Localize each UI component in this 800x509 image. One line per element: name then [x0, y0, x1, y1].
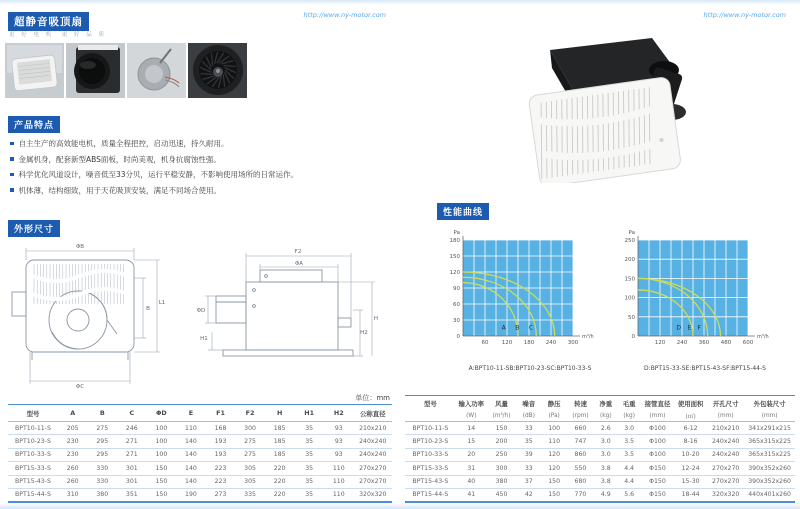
page-title: 超静音吸顶扇 — [8, 12, 89, 31]
table-cell: 380 — [96, 491, 109, 499]
column-header: 转速 — [574, 399, 587, 408]
axis-tick-label: 240 — [676, 340, 688, 346]
bullet-square-icon — [10, 173, 14, 177]
chart-legend-bpt10 — [465, 355, 595, 374]
feature-text: 金属机身，配套新型ABS面板，时尚美观，机身抗腐蚀性强。 — [18, 154, 221, 164]
table-cell: 305 — [244, 464, 256, 472]
table-cell: 140 — [185, 451, 197, 459]
table-cell: 35 — [524, 438, 533, 446]
table-cell: 110 — [548, 438, 561, 446]
table-cell: Φ100 — [649, 451, 666, 459]
table-cell: 35 — [305, 438, 314, 446]
performance-section-header: 性能曲线 — [437, 203, 489, 220]
dimension-table — [8, 404, 392, 503]
table-cell: 210x210 — [359, 424, 387, 432]
table-cell: Φ150 — [649, 491, 666, 499]
legend-entry: B:BPT10-23-S — [509, 365, 551, 372]
table-cell: 747 — [574, 438, 587, 446]
table-cell: 193 — [214, 438, 227, 446]
axis-tick-label: 120 — [654, 340, 666, 346]
table-cell: 8-16 — [683, 438, 698, 446]
table-cell: 3.5 — [624, 451, 635, 459]
table-cell: BPT15-44-S — [412, 491, 449, 499]
table-cell: 150 — [155, 491, 168, 499]
axis-tick-label: 180 — [523, 340, 535, 346]
column-unit: (kg) — [600, 412, 612, 419]
table-cell: 305 — [244, 478, 256, 486]
table-cell: BPT15-33-S — [412, 464, 449, 472]
table-cell: 12-24 — [681, 464, 700, 472]
table-cell: 150 — [548, 491, 561, 499]
column-header: 型号 — [26, 409, 40, 418]
table-cell: 860 — [574, 451, 587, 459]
table-cell: 193 — [214, 451, 227, 459]
curve-label: D — [676, 324, 682, 332]
table-row — [8, 488, 392, 501]
table-cell: BPT15-43-S — [15, 478, 51, 486]
axis-tick-label: 250 — [624, 238, 635, 244]
feature-item — [10, 154, 392, 165]
table-cell: 33 — [524, 424, 533, 432]
table-cell: 15 — [467, 438, 476, 446]
column-header: B — [99, 409, 105, 417]
axis-tick-label: 200 — [624, 257, 635, 264]
column-unit: (㎡) — [685, 414, 696, 421]
table-cell: 660 — [574, 424, 587, 432]
dimension-label: B — [146, 306, 150, 312]
table-cell: 185 — [273, 424, 286, 432]
axis-tick-label: 300 — [567, 340, 579, 346]
table-cell: 185 — [273, 451, 286, 459]
column-header: 净重 — [599, 399, 613, 408]
impeller-photo — [188, 43, 247, 98]
table-cell: BPT15-44-S — [15, 491, 51, 499]
motor-photo — [127, 43, 186, 98]
table-cell: 275 — [244, 438, 256, 446]
website-url[interactable]: http://www.ny-motor.com — [303, 11, 386, 19]
column-header: 风量 — [495, 399, 508, 408]
table-cell: 260 — [66, 464, 79, 472]
axis-tick-label: 0 — [456, 334, 460, 340]
column-unit: (dB) — [522, 412, 535, 419]
legend-entry: F:BPT15-44-S — [726, 365, 766, 372]
table-cell: 246 — [125, 424, 138, 432]
axis-tick-label: 120 — [501, 340, 513, 346]
table-cell: 10-20 — [681, 451, 700, 459]
table-cell: 150 — [155, 478, 168, 486]
table-cell: 93 — [334, 451, 343, 459]
table-cell: 3.8 — [600, 478, 611, 486]
table-cell: 273 — [214, 491, 227, 499]
table-cell: BPT10-11-S — [15, 424, 51, 432]
column-unit: (kg) — [623, 412, 635, 419]
table-cell: 3.0 — [624, 424, 635, 432]
table-cell: 220 — [273, 491, 286, 499]
table-cell: 390x352x260 — [748, 464, 791, 472]
table-cell: 42 — [524, 491, 533, 499]
column-header: F2 — [245, 409, 255, 417]
table-cell: 93 — [334, 438, 343, 446]
table-cell: 300 — [495, 464, 508, 472]
features-list — [10, 138, 392, 200]
column-header: E — [188, 409, 194, 417]
table-row — [405, 448, 795, 461]
axis-tick-label: 50 — [628, 314, 635, 321]
table-cell: 185 — [273, 438, 286, 446]
curve-label: F — [697, 324, 701, 332]
column-header: 静压 — [547, 399, 561, 408]
column-header: A — [70, 409, 76, 417]
table-cell: 18-44 — [681, 491, 700, 499]
table-cell: 150 — [155, 464, 168, 472]
table-cell: 770 — [574, 491, 587, 499]
table-cell: 240x240 — [359, 451, 387, 459]
legend-entry: A:BPT10-11-S — [468, 365, 510, 372]
table-cell: 680 — [574, 478, 587, 486]
table-cell: 223 — [214, 464, 227, 472]
table-cell: 15-30 — [681, 478, 700, 486]
table-cell: Φ150 — [649, 478, 666, 486]
table-cell: 365x315x225 — [748, 451, 791, 459]
table-cell: 230 — [66, 438, 79, 446]
table-cell: BPT10-33-S — [15, 451, 51, 459]
features-section-header: 产品特点 — [8, 116, 60, 133]
table-cell: 301 — [125, 464, 138, 472]
column-unit: (mm) — [761, 412, 778, 419]
table-cell: Φ100 — [649, 424, 666, 432]
axis-tick-label: 150 — [624, 276, 635, 283]
table-cell: 190 — [185, 491, 197, 499]
curve-label: A — [501, 324, 506, 332]
dimension-label: H2 — [360, 330, 368, 336]
table-cell: 210x210 — [712, 424, 740, 432]
table-cell: 5.6 — [624, 491, 635, 499]
column-header: ΦD — [156, 409, 167, 417]
column-unit: (rpm) — [572, 412, 589, 419]
table-cell: 35 — [305, 464, 314, 472]
feature-item — [10, 138, 392, 149]
table-cell: 3.0 — [600, 451, 611, 459]
table-cell: 100 — [155, 424, 168, 432]
feature-text: 机体薄，结构细致，用于天花吸顶安装，满足不同场合使用。 — [18, 185, 221, 195]
column-header: 型号 — [423, 399, 437, 408]
table-cell: 310 — [66, 491, 79, 499]
table-cell: 110 — [332, 491, 345, 499]
table-row — [8, 435, 392, 448]
feature-text: 自主生产的高效能电机，质量全程把控，启动迅速，持久耐用。 — [18, 139, 229, 148]
table-row — [405, 435, 795, 448]
axis-tick-label: 60 — [481, 340, 489, 346]
table-cell: 93 — [334, 424, 343, 432]
column-header: 使用面积 — [677, 399, 704, 408]
table-cell: 440x401x260 — [748, 491, 791, 499]
x-axis-unit-label: m³/h — [582, 334, 594, 340]
table-cell: 270x270 — [359, 464, 387, 472]
table-cell: 351 — [125, 491, 138, 499]
axis-tick-label: 30 — [453, 318, 460, 324]
dimension-label: L1 — [158, 300, 166, 306]
table-cell: 37 — [524, 478, 533, 486]
panel-grille-photo — [5, 43, 64, 98]
axis-tick-label: 90 — [453, 286, 460, 292]
table-cell: 110 — [185, 424, 197, 432]
table-cell: 4.4 — [624, 464, 635, 472]
table-cell: 223 — [214, 478, 227, 486]
axis-tick-label: 150 — [449, 254, 460, 260]
table-cell: 380 — [495, 478, 508, 486]
feature-text: 科学优化风道设计，噪音低至33分贝，运行平稳安静，不影响使用场所的日常运作。 — [18, 170, 299, 179]
table-cell: 140 — [185, 478, 197, 486]
table-row — [8, 422, 392, 435]
unit-note: 单位：mm — [355, 394, 390, 402]
table-cell: 150 — [548, 478, 561, 486]
dimension-drawing — [8, 240, 392, 390]
table-cell: 250 — [495, 451, 508, 459]
table-cell: BPT10-23-S — [412, 438, 449, 446]
table-cell: 14 — [467, 424, 476, 432]
chart-legend-bpt15 — [640, 355, 770, 374]
table-cell: BPT15-33-S — [15, 464, 51, 472]
column-unit: (mm) — [649, 412, 666, 419]
table-cell: 4.4 — [624, 478, 635, 486]
table-cell: 240x240 — [359, 438, 387, 446]
column-header: H2 — [333, 409, 344, 417]
table-cell: 35 — [305, 491, 314, 499]
table-cell: 295 — [96, 438, 109, 446]
bullet-square-icon — [10, 142, 14, 146]
product-thumbnails — [5, 43, 247, 98]
table-cell: 271 — [125, 438, 138, 446]
table-cell: BPT15-43-S — [412, 478, 449, 486]
table-cell: 120 — [548, 451, 561, 459]
column-header: H1 — [304, 409, 315, 417]
feature-item — [10, 185, 392, 196]
x-axis-unit-label: m³/h — [757, 334, 769, 340]
table-cell: 270x270 — [359, 478, 387, 486]
table-cell: BPT10-23-S — [15, 438, 51, 446]
column-unit: (mm) — [717, 412, 734, 419]
axis-tick-label: 120 — [449, 270, 460, 276]
table-cell: 270x270 — [712, 464, 740, 472]
y-axis-unit-label: Pa — [453, 230, 460, 236]
ceiling-fan-product-photo — [512, 28, 697, 183]
fan-housing-photo — [66, 43, 125, 98]
axis-tick-label: 240 — [545, 340, 557, 346]
column-unit: (W) — [466, 412, 477, 419]
table-cell: 240x240 — [712, 451, 740, 459]
table-row — [8, 475, 392, 488]
table-cell: 220 — [273, 464, 286, 472]
table-cell: 330 — [96, 464, 109, 472]
table-cell: 320x320 — [712, 491, 740, 499]
table-cell: 110 — [332, 464, 345, 472]
table-cell: 20 — [467, 451, 476, 459]
table-cell: 301 — [125, 478, 138, 486]
column-header: 开孔尺寸 — [712, 399, 739, 408]
table-cell: 300 — [244, 424, 256, 432]
table-cell: 550 — [574, 464, 587, 472]
column-header: 外包装尺寸 — [753, 399, 786, 408]
curve-label: B — [515, 324, 520, 332]
dimension-label: H1 — [200, 336, 208, 342]
dimension-label: F2 — [294, 249, 302, 255]
table-cell: 120 — [548, 464, 561, 472]
table-cell: 35 — [305, 451, 314, 459]
curve-label: E — [687, 324, 692, 332]
specification-table — [405, 395, 795, 503]
website-url[interactable]: http://www.ny-motor.com — [703, 11, 786, 19]
table-row — [405, 488, 795, 501]
table-cell: 260 — [66, 478, 79, 486]
right-page — [400, 0, 800, 509]
table-cell: 240x240 — [712, 438, 740, 446]
y-axis-unit-label: Pa — [628, 230, 635, 236]
curve-label: C — [528, 324, 533, 332]
table-cell: Φ150 — [649, 464, 666, 472]
column-header: 噪音 — [522, 399, 536, 408]
performance-chart-bpt10 — [433, 228, 609, 358]
legend-block — [644, 365, 766, 374]
table-cell: 140 — [185, 464, 197, 472]
dimensions-section-header: 外形尺寸 — [8, 220, 60, 237]
table-cell: 35 — [305, 424, 314, 432]
bullet-square-icon — [10, 157, 14, 161]
table-cell: 330 — [96, 478, 109, 486]
column-header: 接管直径 — [644, 399, 671, 408]
table-cell: 110 — [332, 478, 345, 486]
dimension-label: ΦB — [75, 244, 85, 250]
table-cell: BPT10-33-S — [412, 451, 449, 459]
axis-tick-label: 180 — [449, 238, 460, 244]
dimension-label: H — [373, 316, 379, 322]
brand-slogan: 更 好 电 机 更 好 品 质 — [9, 32, 107, 38]
table-cell: 275 — [96, 424, 109, 432]
table-cell: 450 — [495, 491, 508, 499]
table-row — [8, 462, 392, 475]
axis-tick-label: 100 — [624, 295, 635, 302]
feature-item — [10, 169, 392, 180]
table-cell: 230 — [66, 451, 79, 459]
performance-chart-bpt15 — [608, 228, 784, 358]
column-header: 公称直径 — [359, 409, 386, 418]
bullet-square-icon — [10, 188, 14, 192]
legend-entry: E:BPT15-43-S — [685, 365, 727, 372]
table-cell: 3.0 — [600, 438, 611, 446]
axis-tick-label: 480 — [720, 340, 732, 346]
table-cell: 220 — [273, 478, 286, 486]
table-row — [405, 462, 795, 475]
table-cell: 200 — [495, 438, 508, 446]
axis-tick-label: 600 — [742, 340, 754, 346]
table-cell: 3.5 — [624, 438, 635, 446]
table-cell: 335 — [244, 491, 256, 499]
column-header: C — [129, 409, 135, 417]
table-cell: 100 — [155, 438, 168, 446]
table-cell: 320x320 — [359, 491, 387, 499]
table-cell: 100 — [155, 451, 168, 459]
table-cell: 168 — [214, 424, 227, 432]
dimension-label: ΦD — [196, 308, 206, 314]
axis-tick-label: 0 — [631, 334, 635, 340]
table-cell: 341x291x215 — [748, 424, 791, 432]
table-cell: BPT10-11-S — [412, 424, 449, 432]
axis-tick-label: 360 — [698, 340, 710, 346]
table-cell: 140 — [185, 438, 197, 446]
table-cell: 2.6 — [600, 424, 611, 432]
table-cell: 6-12 — [683, 424, 698, 432]
table-cell: 390x352x260 — [748, 478, 791, 486]
column-header: 输入功率 — [458, 399, 485, 408]
table-cell: 270x270 — [712, 478, 740, 486]
table-cell: 40 — [467, 478, 476, 486]
table-cell: 275 — [244, 451, 256, 459]
table-cell: 39 — [524, 451, 533, 459]
table-cell: 271 — [125, 451, 138, 459]
table-cell: 295 — [96, 451, 109, 459]
column-unit: (Pa) — [548, 412, 560, 419]
table-cell: 150 — [495, 424, 508, 432]
table-cell: 4.9 — [600, 491, 611, 499]
table-cell: 31 — [467, 464, 476, 472]
column-unit: (m³/h) — [492, 412, 511, 419]
table-cell: 100 — [548, 424, 561, 432]
legend-entry: D:BPT15-33-S — [644, 365, 686, 372]
table-row — [405, 475, 795, 488]
table-cell: 365x315x225 — [748, 438, 791, 446]
table-row — [8, 448, 392, 461]
axis-tick-label: 60 — [453, 302, 460, 308]
table-cell: 205 — [66, 424, 79, 432]
table-cell: 33 — [524, 464, 533, 472]
table-cell: 3.8 — [600, 464, 611, 472]
table-row — [405, 422, 795, 435]
column-unit — [405, 411, 456, 422]
dimension-label: ΦA — [294, 261, 304, 267]
legend-block — [469, 365, 592, 374]
column-header: H — [276, 409, 283, 417]
table-cell: 41 — [467, 491, 476, 499]
legend-entry: C:BPT10-33-S — [550, 365, 592, 372]
column-header: 毛重 — [622, 399, 636, 408]
column-header: F1 — [216, 409, 225, 417]
table-cell: Φ100 — [649, 438, 666, 446]
dimension-label: ΦC — [75, 384, 85, 390]
table-cell: 35 — [305, 478, 314, 486]
